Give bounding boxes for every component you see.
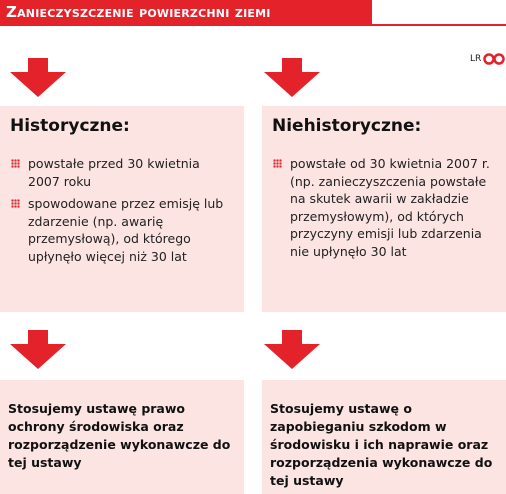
bullet-icon [11,199,20,208]
list-item: spowodowane przez emisję lub zdarzenie (np. awarię przemysłową), od którego upłynęło więcej niż 30 lat [10,195,234,265]
non-historical-title: Niehistoryczne: [272,116,422,136]
arrow-down-icon [8,58,68,98]
header-title: Zanieczyszczenie powierzchni ziemi [0,0,372,24]
bullet-icon [11,159,20,168]
arrow-down-icon [262,58,322,98]
publisher-logo [470,53,505,65]
non-historical-conclusion-box [262,380,506,494]
non-historical-box [262,106,506,312]
historical-conclusion-box [0,380,244,494]
list-item: powstałe przed 30 kwietnia 2007 roku [10,155,234,190]
bullet-icon [273,159,282,168]
header-rule [0,24,506,26]
logo-icon [483,53,505,65]
non-historical-list [272,155,496,265]
non-historical-conclusion: Stosujemy ustawę o zapobieganiu szkodom w środowisku i ich naprawie oraz rozporządzenia wykonawcze do tej ustawy [270,401,493,488]
arrow-down-icon [8,330,68,370]
arrow-down-icon [262,330,322,370]
historical-list [10,155,234,270]
historical-title: Historyczne: [10,116,130,136]
list-item: powstałe od 30 kwietnia 2007 r. (np. zanieczyszczenia powstałe na skutek awarii w zakładzie przemysłowym), od których przyczyny emisji lub zdarzenia nie upłynęło 30 lat [272,155,496,260]
historical-conclusion: Stosujemy ustawę prawo ochrony środowiska oraz rozporządzenie wykonawcze do tej ustawy [8,401,231,470]
logo-text: LR [470,54,482,64]
historical-box [0,106,244,312]
